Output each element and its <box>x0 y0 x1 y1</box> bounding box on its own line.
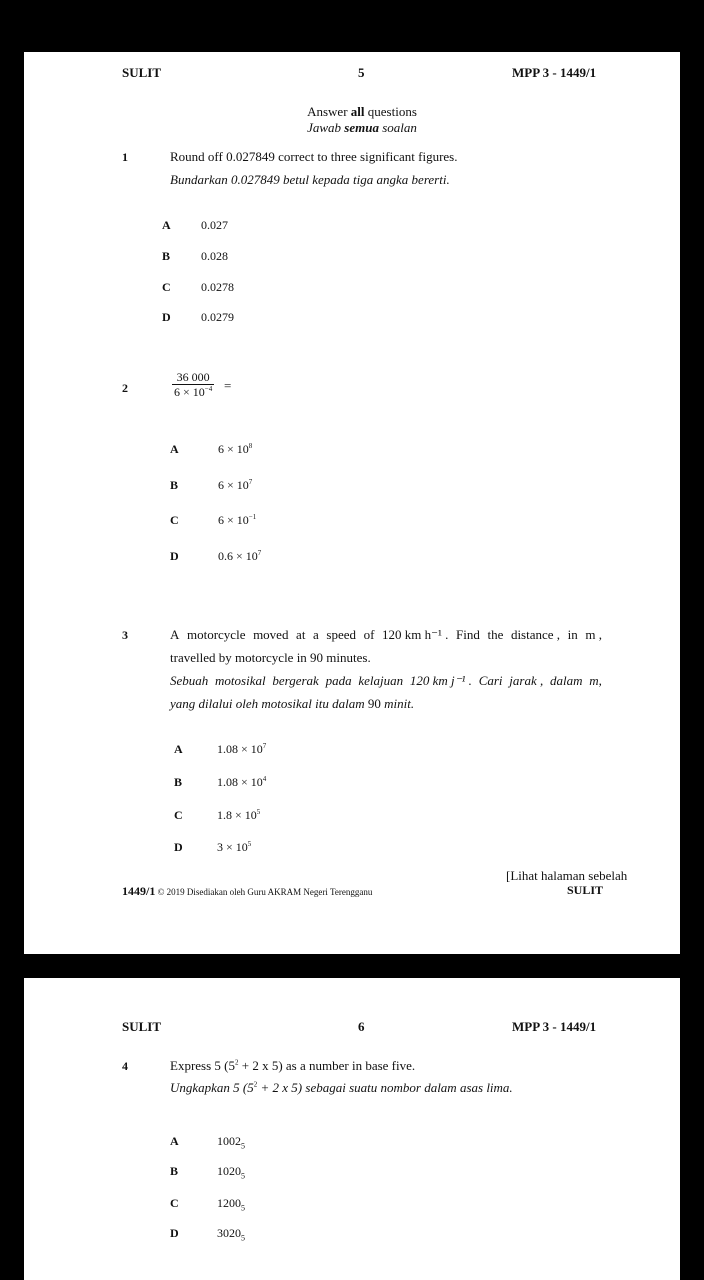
q2-option-c-label[interactable]: C <box>170 513 179 527</box>
q1-text-ms: Bundarkan 0.027849 betul kepada tiga angka bererti. <box>170 172 450 187</box>
q1-option-c-value[interactable]: 0.0278 <box>201 280 234 294</box>
q1-option-d-value[interactable]: 0.0279 <box>201 310 234 324</box>
q3-word: motorcycle <box>186 627 246 642</box>
q3-word: Find <box>456 627 480 642</box>
q4-text-ms: Ungkapkan 5 ($5^2 + 2$ x 5) sebagai suatu nombor dalam asas lima. <box>170 1080 513 1095</box>
q3-option-b-label[interactable]: B <box>174 775 183 789</box>
exam-page-6 <box>24 978 680 1280</box>
q3-word: pada <box>325 673 352 688</box>
q4-option-a-value[interactable]: $1002_5$ <box>217 1134 245 1151</box>
q3-text-en-line2: travelled by motorcycle in 90 minutes. <box>170 650 371 665</box>
q1-option-b-value[interactable]: 0.028 <box>201 249 228 263</box>
question-number-2: 2 <box>122 381 128 395</box>
question-number-4: 4 <box>122 1059 128 1073</box>
q4-option-b-label[interactable]: B <box>170 1164 179 1178</box>
q1-text-en: Round off 0.027849 correct to three significant figures. <box>170 149 458 164</box>
q4-text-en: Express 5 ($5^2 + 2$ x 5) as a number in base five. <box>170 1058 416 1073</box>
q3-word: moved <box>253 627 289 642</box>
q2-option-d-value[interactable]: $0.6 \times 10^7$ <box>218 549 262 563</box>
q3-option-c-label[interactable]: C <box>174 808 183 822</box>
footer-next-page-note: [Lihat halaman sebelah <box>506 868 628 883</box>
q3-word: Sebuah <box>170 673 209 688</box>
q3-text-ms-line2: yang dilalui oleh motosikal itu dalam 90 minit. <box>170 696 415 711</box>
exam-page-5 <box>24 52 680 954</box>
q2-option-a-value[interactable]: $6 \times 10^8$ <box>218 442 253 456</box>
header-page-number: 5 <box>358 65 365 80</box>
q4-option-c-value[interactable]: $1200_5$ <box>217 1196 245 1213</box>
question-number-3: 3 <box>122 628 128 642</box>
q2-option-b-label[interactable]: B <box>170 478 179 492</box>
q4-option-d-label[interactable]: D <box>170 1226 179 1240</box>
q3-word: distance , <box>510 627 561 642</box>
q2-equals-sign: = <box>224 378 232 393</box>
q3-word: a <box>313 627 319 642</box>
footer-copyright-line: 1449/1 © 2019 Disediakan oleh Guru AKRAM Negeri Terengganu <box>122 884 373 898</box>
q3-word: at <box>296 627 306 642</box>
header-sulit: SULIT <box>122 1019 162 1034</box>
q4-option-b-value[interactable]: $1020_5$ <box>217 1164 245 1181</box>
question-number-1: 1 <box>122 150 128 164</box>
q3-word: jarak , <box>509 673 544 688</box>
q3-word: 120 km h⁻¹ . <box>382 627 449 642</box>
q3-word: 120 km j⁻¹ . <box>409 673 472 688</box>
header-sulit: SULIT <box>122 65 162 80</box>
q2-option-b-value[interactable]: $6 \times 10^7$ <box>218 478 253 492</box>
header-paper-code: MPP 3 - 1449/1 <box>512 1019 597 1034</box>
q2-denominator: $6 \times 10^{-4}$ <box>174 385 213 399</box>
q3-word: speed <box>326 627 357 642</box>
footer-sulit: SULIT <box>567 883 604 897</box>
q3-option-d-value[interactable]: $3 \times 10^5$ <box>217 840 252 854</box>
q3-word: of <box>363 627 375 642</box>
q3-word: dalam <box>550 673 583 688</box>
instruction-en: Answer all questions <box>307 104 417 119</box>
q3-option-d-label[interactable]: D <box>174 840 183 854</box>
q1-option-a-label[interactable]: A <box>162 218 171 232</box>
q3-option-b-value[interactable]: $1.08 \times 10^4$ <box>217 775 267 789</box>
q3-option-a-value[interactable]: $1.08 \times 10^7$ <box>217 742 267 756</box>
q2-numerator: 36 000 <box>172 370 214 385</box>
q3-text-en-line1 <box>170 627 602 643</box>
q3-word: m, <box>589 673 602 688</box>
q3-word: A <box>170 627 180 642</box>
q2-fraction <box>172 370 214 399</box>
q3-word: the <box>487 627 504 642</box>
q1-option-b-label[interactable]: B <box>162 249 171 263</box>
q3-option-c-value[interactable]: $1.8 \times 10^5$ <box>217 808 261 822</box>
header-paper-code: MPP 3 - 1449/1 <box>512 65 597 80</box>
q2-option-d-label[interactable]: D <box>170 549 179 563</box>
q3-word: m , <box>585 627 602 642</box>
q2-option-c-value[interactable]: $6 \times 10^{-1}$ <box>218 513 257 527</box>
q3-word: in <box>567 627 578 642</box>
q3-word: bergerak <box>272 673 319 688</box>
q3-word: kelajuan <box>358 673 404 688</box>
q3-text-ms-line1 <box>170 673 602 689</box>
header-page-number: 6 <box>358 1019 365 1034</box>
q3-word: motosikal <box>215 673 266 688</box>
q4-option-a-label[interactable]: A <box>170 1134 179 1148</box>
q3-option-a-label[interactable]: A <box>174 742 183 756</box>
q3-word: Cari <box>478 673 503 688</box>
q2-option-a-label[interactable]: A <box>170 442 179 456</box>
q1-option-c-label[interactable]: C <box>162 280 171 294</box>
q4-option-d-value[interactable]: $3020_5$ <box>217 1226 245 1243</box>
instruction-ms: Jawab semua soalan <box>307 120 417 135</box>
q1-option-a-value[interactable]: 0.027 <box>201 218 228 232</box>
q4-option-c-label[interactable]: C <box>170 1196 179 1210</box>
q1-option-d-label[interactable]: D <box>162 310 171 324</box>
